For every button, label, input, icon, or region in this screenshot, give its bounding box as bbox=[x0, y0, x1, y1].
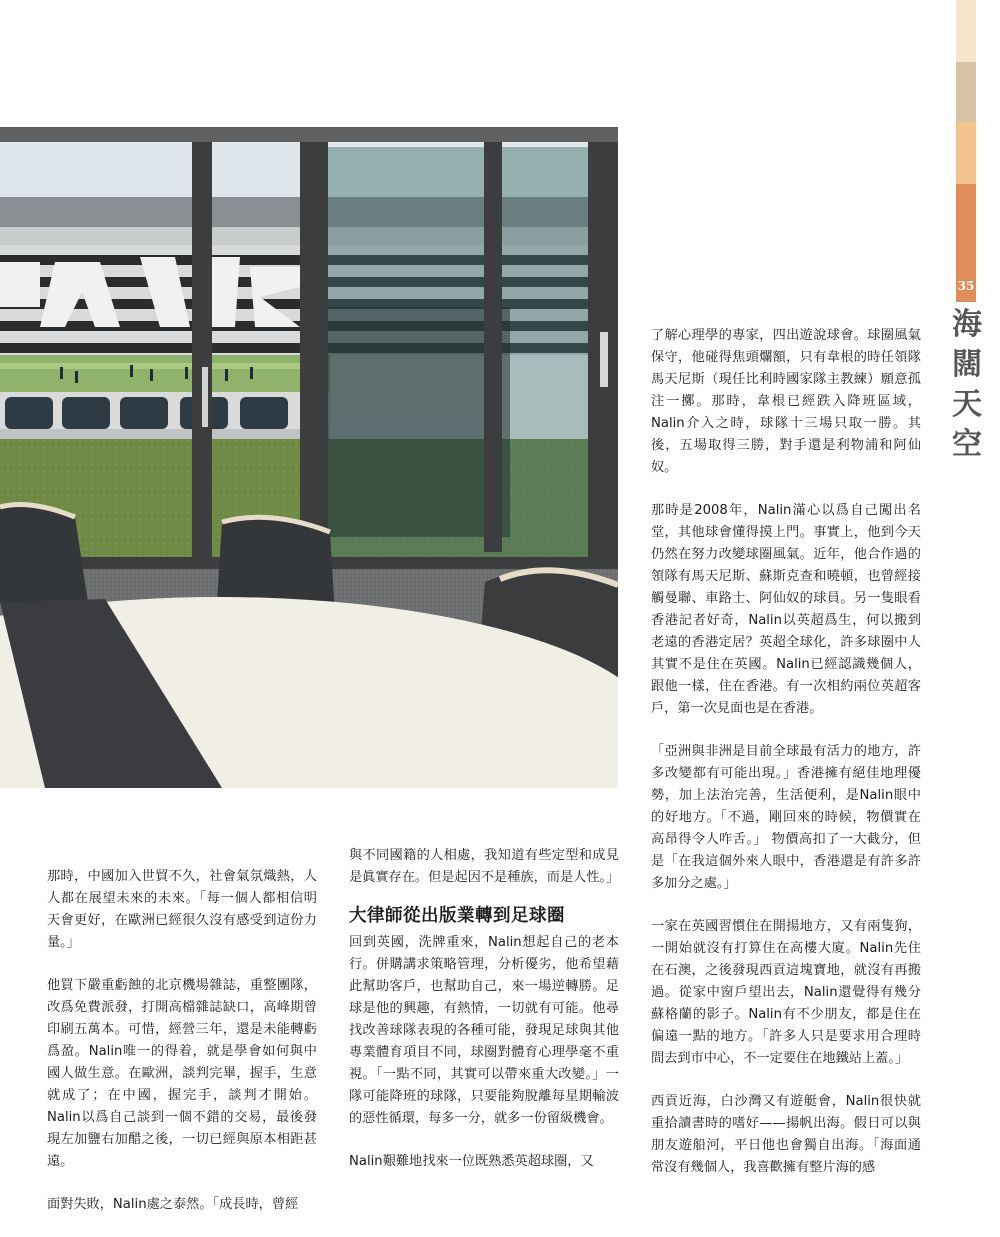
article-column-1 bbox=[47, 866, 317, 1237]
section-title-char: 天 bbox=[952, 387, 982, 422]
paragraph: 回到英國，洗牌重來，Nalin想起自己的老本行。併購講求策略管理，分析優劣，他希望藉此幫助客戶，也幫助自己，來一場逆轉勝。足球是他的興趣，有熱情，一切就有可能。他尋找改善球隊表現的各種可能，發現足球與其他專業體育項目不同，球圈對體育心理學毫不重視。「一點不同，其實可以帶來重大改變。」一隊可能降班的球隊，只要能夠脫離每星期輸波的惡性循環，每多一分，就多一份留級機會。 bbox=[349, 935, 619, 1126]
paragraph: 「亞洲與非洲是目前全球最有活力的地方，許多改變都有可能出現。」香港擁有絕佳地理優勢，加上法治完善，生活便利，是Nalin眼中的好地方。「不過，剛回來的時候，物價實在高昂得令人咋舌。」 物價高扣了一大截分，但是「在我這個外來人眼中，香港還是有許多許多加分之處。」 bbox=[651, 744, 921, 891]
paragraph: Nalin艱難地找來一位既熟悉英超球圈，又 bbox=[349, 1154, 594, 1169]
edge-tab-tan bbox=[956, 62, 976, 122]
paragraph: 面對失敗，Nalin處之泰然。「成長時，曾經 bbox=[47, 1197, 299, 1212]
stadium-room-illustration bbox=[0, 127, 618, 788]
paragraph: 了解心理學的專家，四出遊說球會。球圈風氣保守，他碰得焦頭爛額，只有韋根的時任領隊馬天尼斯（現任比利時國家隊主教練）願意孤注一擲。那時，韋根已經跌入降班區域，Nalin介入之時，球隊十三場只取一勝。其後，五場取得三勝，對手還是利物浦和阿仙奴。 bbox=[651, 328, 921, 475]
paragraph: 那時，中國加入世貿不久，社會氣氛熾熱，人人都在展望未來的未來。「每一個人都相信明天會更好，在歐洲已經很久沒有感受到這份力量。」 bbox=[47, 869, 317, 950]
paragraph: 西貢近海，白沙灣又有遊艇會，Nalin很快就重拾讀書時的嗜好——揚帆出海。假日可以與朋友遊船河，平日他也會獨自出海。「海面通常沒有幾個人，我喜歡擁有整片海的感 bbox=[651, 1094, 921, 1175]
article-column-2 bbox=[349, 845, 619, 1194]
section-title-char: 海 bbox=[952, 307, 982, 342]
section-title-char: 闊 bbox=[952, 347, 982, 382]
section-title-char: 空 bbox=[952, 427, 982, 462]
edge-tab-cream bbox=[956, 0, 976, 62]
edge-tab-orange-light bbox=[956, 122, 976, 184]
article-column-3 bbox=[651, 325, 921, 1200]
page-number: 35 bbox=[957, 279, 975, 293]
stadium-room-photo bbox=[0, 127, 618, 788]
subheading: 大律師從出版業轉到足球圈 bbox=[349, 906, 565, 926]
paragraph: 那時是2008年，Nalin滿心以爲自己闖出名堂，其他球會懂得摸上門。事實上，他到今天仍然在努力改變球圈風氣。近年，他合作過的領隊有馬天尼斯、蘇斯克查和曉頓，也曾經接觸曼聯、車路士、阿仙奴的球員。另一隻眼看香港記者好奇，Nalin以英超爲生，何以搬到老遠的香港定居？英超全球化，許多球圈中人其實不是住在英國。Nalin已經認識幾個人，跟他一樣，住在香港。有一次相約兩位英超客戶，第一次見面也是在香港。 bbox=[651, 503, 921, 716]
paragraph: 與不同國籍的人相處，我知道有些定型和成見是眞實存在。但是起因不是種族，而是人性。」 bbox=[349, 848, 620, 885]
section-title bbox=[949, 305, 985, 465]
paragraph: 他買下嚴重虧蝕的北京機場雜誌，重整團隊，改爲免費派發，打開高檔雜誌缺口，高峰期曾印刷五萬本。可惜，經營三年，還是未能轉虧爲盈。Nalin唯一的得着，就是學會如何與中國人做生意。在歐洲，談判完畢，握手，生意就成了；在中國，握完手，談判才開始。Nalin以爲自己談到一個不錯的交易，最後發現左加鹽右加醋之後，一切已經與原本相距甚遠。 bbox=[47, 978, 317, 1169]
paragraph: 一家在英國習慣住在開揚地方，又有兩隻狗，一開始就沒有打算住在高樓大廈。Nalin先住在石澳，之後發現西貢這塊寶地，就沒有再搬過。從家中窗戶望出去，Nalin還覺得有幾分蘇格蘭的影子。Nalin有不少朋友，都是住在偏遠一點的地方。「許多人只是要求用合理時間去到市中心，不一定要住在地鐵站上蓋。」 bbox=[651, 919, 921, 1066]
